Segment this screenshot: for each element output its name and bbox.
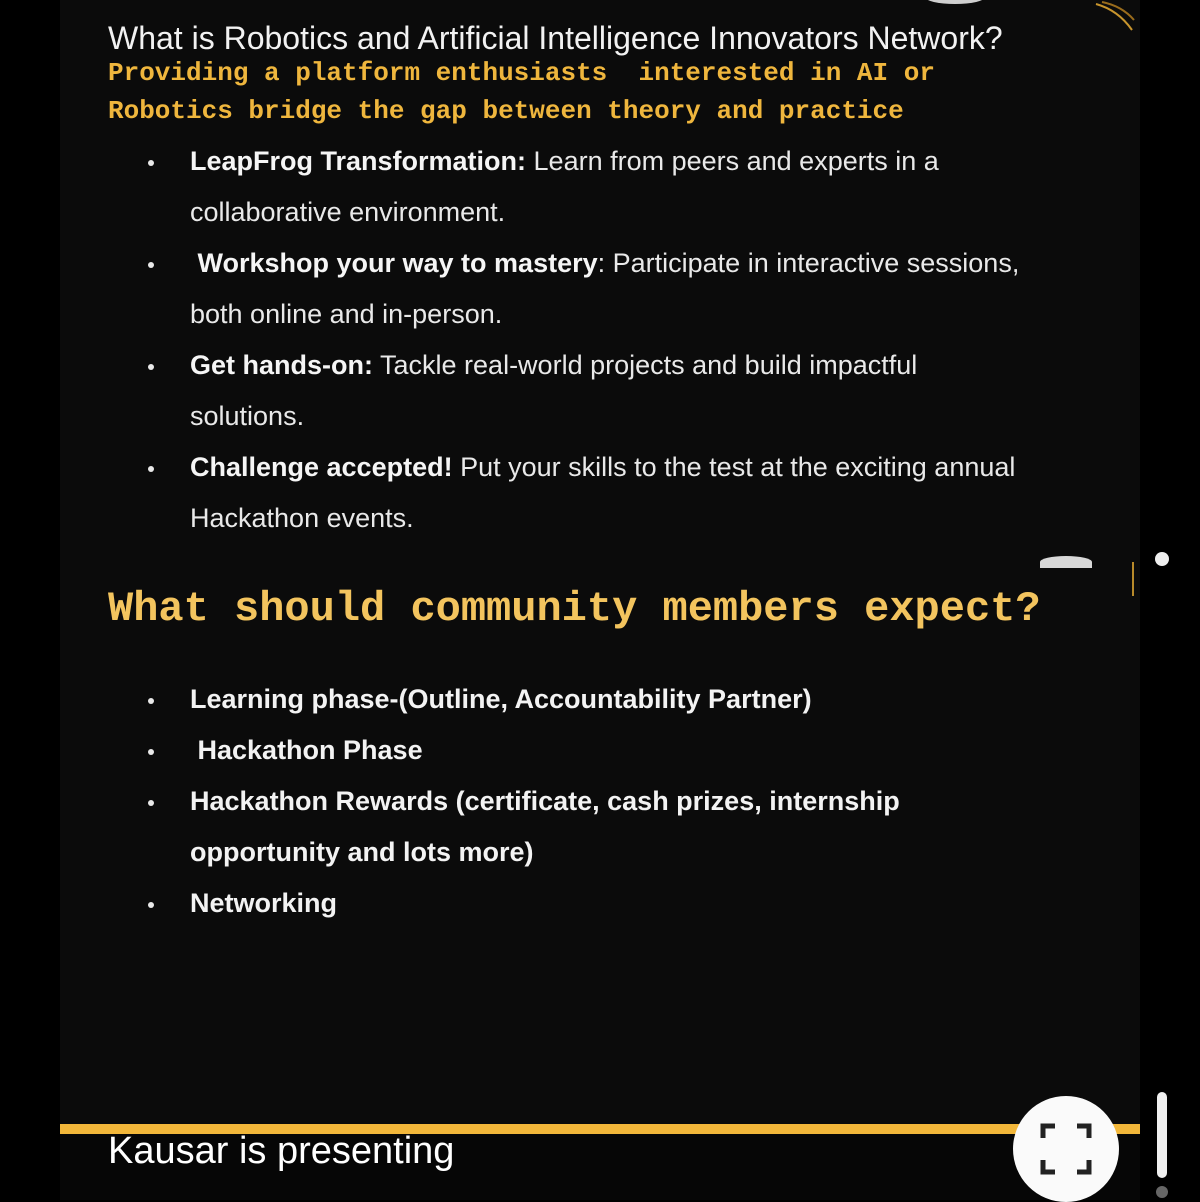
presenting-label: Kausar is presenting: [108, 1130, 455, 1172]
decorative-glow: [1040, 556, 1092, 568]
expect-item-text-continued: opportunity and lots more): [190, 837, 534, 867]
expect-item: [140, 878, 1100, 929]
bullet-icon: [148, 800, 154, 806]
divider: [1132, 562, 1134, 596]
feature-item: [140, 238, 1100, 340]
feature-title: LeapFrog Transformation:: [190, 146, 527, 176]
feature-item: [140, 442, 1100, 544]
feature-title: Workshop your way to mastery: [190, 248, 598, 278]
expect-item-text: Learning phase-(Outline, Accountability Partner): [190, 684, 812, 714]
feature-title: Get hands-on:: [190, 350, 373, 380]
feature-list: [140, 136, 1100, 544]
expect-item: [140, 776, 1100, 878]
expect-item: [140, 725, 1100, 776]
slide-subtitle-line-2: Robotics bridge the gap between theory and practice: [108, 96, 904, 126]
feature-text-continued: collaborative environment.: [190, 197, 506, 227]
feature-text-continued: both online and in-person.: [190, 299, 503, 329]
feature-text-continued: Hackathon events.: [190, 503, 414, 533]
scroll-indicator-dot: [1156, 1186, 1168, 1198]
feature-text: Learn from peers and experts in a: [526, 146, 939, 176]
expect-heading: What should community members expect?: [108, 585, 1041, 633]
fullscreen-button[interactable]: [1013, 1096, 1119, 1202]
feature-item: [140, 136, 1100, 238]
bullet-icon: [148, 902, 154, 908]
scrollbar-handle[interactable]: [1157, 1092, 1167, 1178]
expect-item-text: Hackathon Rewards (certificate, cash prizes, internship: [190, 786, 900, 816]
expect-item: [140, 674, 1100, 725]
feature-text: Put your skills to the test at the exciting annual: [452, 452, 1016, 482]
bullet-icon: [148, 698, 154, 704]
feature-text: : Participate in interactive sessions,: [597, 248, 1020, 278]
bullet-icon: [148, 749, 154, 755]
expect-list: [140, 674, 1100, 929]
bullet-icon: [148, 160, 154, 166]
feature-title: Challenge accepted!: [190, 452, 453, 482]
bullet-icon: [148, 466, 154, 472]
bullet-icon: [148, 364, 154, 370]
slide-question-title: What is Robotics and Artificial Intelligence Innovators Network?: [108, 20, 1003, 56]
feature-text-continued: solutions.: [190, 401, 305, 431]
fullscreen-icon: [1039, 1122, 1093, 1176]
feature-text: Tackle real-world projects and build impactful: [373, 350, 918, 380]
feature-item: [140, 340, 1100, 442]
expect-item-text: Hackathon Phase: [190, 735, 423, 765]
slide-subtitle-line-1: Providing a platform enthusiasts interested in AI or: [108, 58, 935, 88]
expect-item-text: Networking: [190, 888, 338, 918]
bullet-icon: [148, 262, 154, 268]
scroll-indicator-dot: [1155, 552, 1169, 566]
